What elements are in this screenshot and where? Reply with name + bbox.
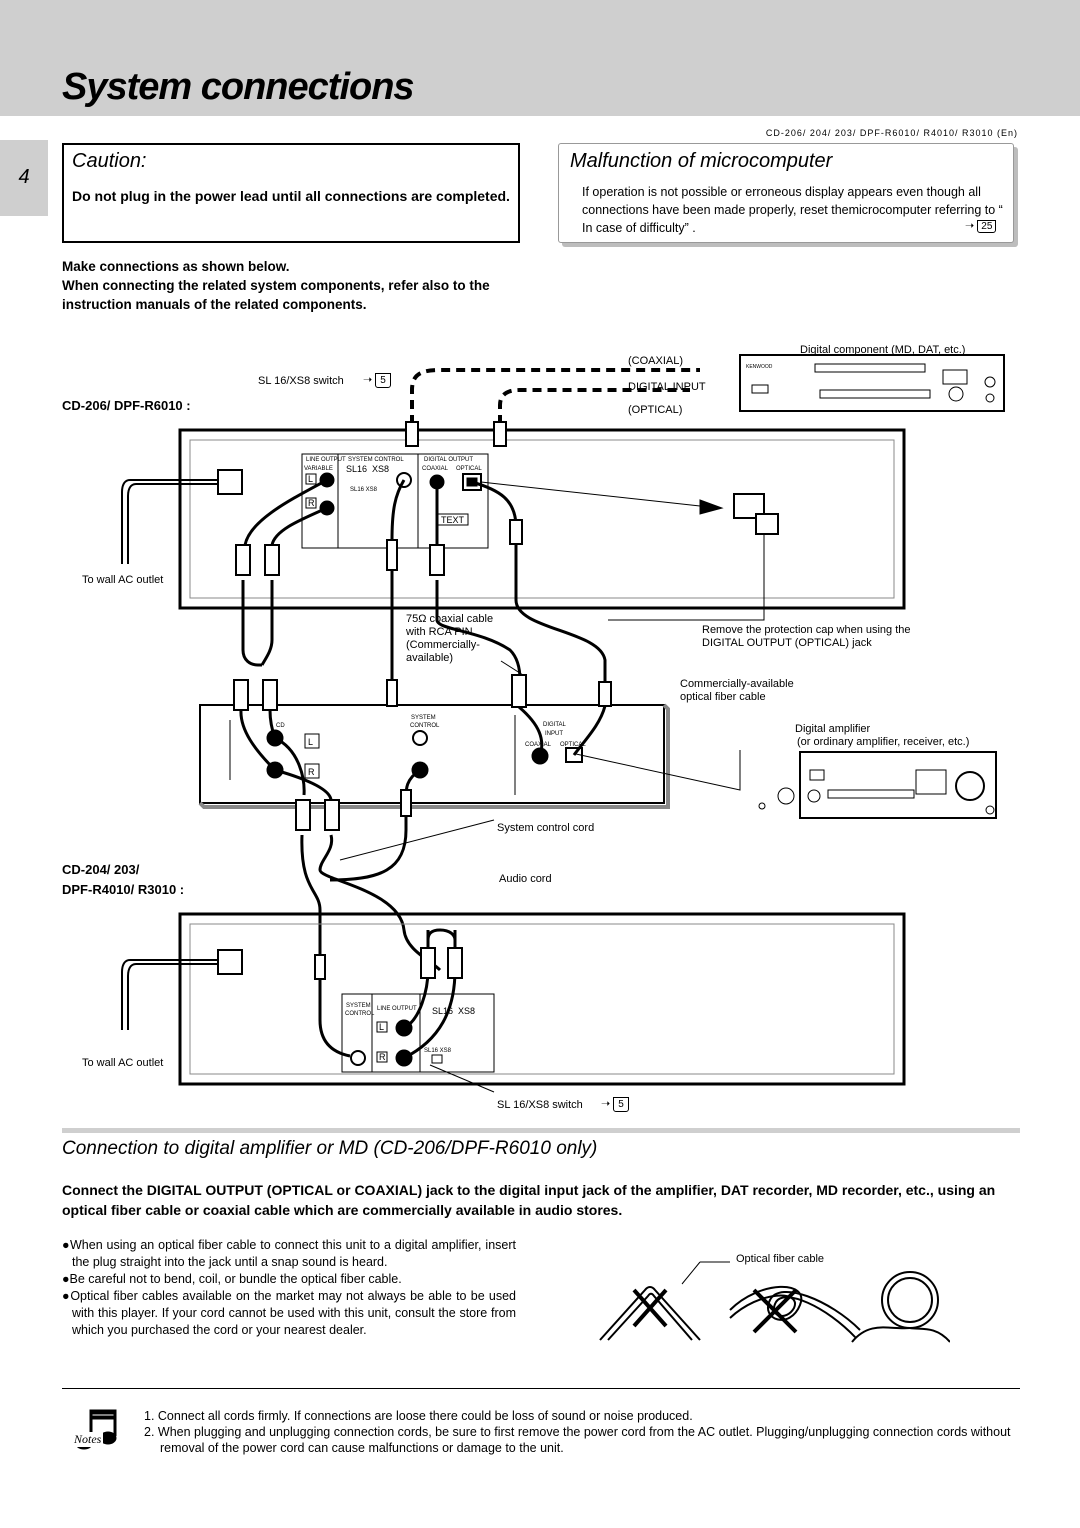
r-badge-bottom: R bbox=[379, 1052, 386, 1062]
connection-diagram bbox=[0, 330, 1080, 1120]
section-intro: Connect the DIGITAL OUTPUT (OPTICAL or COAXIAL) jack to the digital input jack of the amplifier, DAT recorder, MD recorder, etc., using an optical fiber cable or coaxial cable which are commercially available in audio stores. bbox=[62, 1182, 996, 1218]
correct-loop-icon bbox=[852, 1272, 950, 1342]
control-label: CONTROL bbox=[410, 723, 440, 729]
optical-cable-label-2: optical fiber cable bbox=[680, 691, 766, 703]
book-icon: 5 bbox=[375, 373, 391, 388]
system-control-cord-label: System control cord bbox=[497, 822, 595, 834]
section-divider bbox=[62, 1128, 1020, 1133]
book-icon: 25 bbox=[977, 220, 996, 233]
coax-cable-label-4: available) bbox=[406, 652, 454, 664]
coax-cable-label-2: with RCA PIN. bbox=[406, 626, 476, 638]
notes-list bbox=[144, 1408, 1024, 1456]
digital-label: DIGITAL bbox=[543, 722, 566, 728]
text-badge: TEXT bbox=[441, 515, 465, 525]
input-label: INPUT bbox=[545, 731, 563, 737]
bent-cable-icon bbox=[600, 1287, 700, 1340]
cd-label: CD bbox=[276, 723, 285, 729]
system-label: SYSTEM bbox=[411, 715, 436, 721]
note-item: 2. When plugging and unplugging connection cords, be sure to first remove the power cord from the AC outlet. Plugging/unplugging connection cords without removal of the power cord can cause malfunctions or damage to the unit. bbox=[144, 1425, 1011, 1455]
fiber-label: Optical fiber cable bbox=[736, 1253, 825, 1265]
l-badge-mid: L bbox=[308, 737, 314, 747]
page-title: System connections bbox=[62, 66, 414, 108]
digital-amp-label-2: (or ordinary amplifier, receiver, etc.) bbox=[797, 736, 970, 748]
variable-label: VARIABLE bbox=[304, 466, 333, 472]
sl16-label: SL16 bbox=[346, 464, 368, 474]
remove-cap-label-2: DIGITAL OUTPUT (OPTICAL) jack bbox=[702, 637, 872, 649]
digital-output-label: DIGITAL OUTPUT bbox=[424, 457, 474, 463]
audio-cord-label: Audio cord bbox=[499, 873, 552, 885]
optical-cable-label-1: Commercially-available bbox=[680, 678, 794, 690]
system-bottom-label: SYSTEM bbox=[346, 1003, 371, 1009]
wall-outlet-label-top: To wall AC outlet bbox=[82, 574, 164, 586]
line-output-bottom-label: LINE OUTPUT bbox=[377, 1006, 417, 1012]
model-label-top: CD-206/ DPF-R6010 : bbox=[62, 398, 191, 413]
wall-outlet-label-bottom: To wall AC outlet bbox=[82, 1057, 164, 1069]
fiber-handling-illustration bbox=[590, 1250, 950, 1360]
coaxial-mid-label: COAXIAL bbox=[525, 742, 552, 748]
l-badge-bottom: L bbox=[379, 1022, 385, 1032]
bullet-item: ●Be careful not to bend, coil, or bundle the optical fiber cable. bbox=[62, 1272, 402, 1286]
arrow-icon: ➝ bbox=[965, 220, 975, 232]
l-badge: L bbox=[308, 474, 314, 484]
instruction-line: When connecting the related system components, refer also to the instruction manuals of the related components. bbox=[62, 278, 490, 312]
malfunction-title: Malfunction of microcomputer bbox=[570, 150, 833, 172]
caution-text: Do not plug in the power lead until all connections are completed. bbox=[72, 188, 510, 204]
optical-label: (OPTICAL) bbox=[628, 404, 683, 416]
digital-component-label: Digital component (MD, DAT, etc.) bbox=[800, 344, 966, 356]
switch-label-bottom: SL 16/XS8 switch bbox=[497, 1099, 583, 1111]
xs8-label: XS8 bbox=[372, 464, 390, 474]
bullet-item: ●When using an optical fiber cable to connect this unit to a digital amplifier, insert the plug straight into the jack until a snap sound is heard. bbox=[62, 1238, 516, 1269]
remove-cap-label-1: Remove the protection cap when using the bbox=[702, 624, 911, 636]
caution-title: Caution: bbox=[72, 150, 147, 172]
digital-amp-label-1: Digital amplifier bbox=[795, 723, 871, 735]
brand-logo-text: KENWOOD bbox=[746, 364, 773, 370]
book-icon: 5 bbox=[613, 1097, 629, 1112]
notes-icon-label: Notes bbox=[74, 1432, 102, 1446]
malfunction-text: If operation is not possible or erroneous display appears even though all connections have been made properly, reset themicrocomputer referring to “ In case of difficulty” . bbox=[582, 185, 1003, 235]
coiled-cable-icon bbox=[730, 1287, 860, 1338]
switch-label-top: SL 16/XS8 switch bbox=[258, 375, 344, 387]
control-bottom-label: CONTROL bbox=[345, 1011, 375, 1017]
model-line: CD-206/ 204/ 203/ DPF-R6010/ R4010/ R3010 (En) bbox=[765, 128, 1018, 138]
section-title: Connection to digital amplifier or MD (CD-206/DPF-R6010 only) bbox=[62, 1138, 598, 1159]
bullet-list bbox=[62, 1237, 516, 1339]
coax-cable-label-3: (Commercially- bbox=[406, 639, 480, 651]
model-label-bottom-1: CD-204/ 203/ bbox=[62, 862, 140, 877]
page-number: 4 bbox=[18, 166, 30, 188]
optical-small-label: OPTICAL bbox=[456, 466, 482, 472]
bullet-item: ●Optical fiber cables available on the market may not always be able to be used with this player. If your cord cannot be used with this unit, consult the store from which you purchased the cord or your nearest dealer. bbox=[62, 1289, 516, 1337]
malfunction-page-ref bbox=[965, 219, 996, 233]
r-badge-mid: R bbox=[308, 767, 315, 777]
model-label-bottom-2: DPF-R4010/ R3010 : bbox=[62, 882, 185, 897]
notes-divider bbox=[62, 1388, 1020, 1389]
sl16-xs8-bottom-small: SL16 XS8 bbox=[424, 1048, 452, 1054]
coaxial-small-label: COAXIAL bbox=[422, 466, 449, 472]
digital-input-label: DIGITAL INPUT bbox=[628, 381, 706, 393]
r-badge: R bbox=[308, 498, 315, 508]
sl16-xs8-small: SL16 XS8 bbox=[350, 487, 378, 493]
system-control-label: SYSTEM CONTROL bbox=[348, 457, 404, 463]
optical-mid-label: OPTICAL bbox=[560, 742, 586, 748]
top-unit-panel bbox=[180, 430, 904, 608]
arrow-icon: ➝ bbox=[601, 1098, 611, 1110]
xs8-bottom-label: XS8 bbox=[458, 1006, 476, 1016]
instruction-line: Make connections as shown below. bbox=[62, 259, 290, 274]
coax-cable-label-1: 75Ω coaxial cable bbox=[406, 613, 494, 625]
note-item: 1. Connect all cords firmly. If connections are loose there could be loss of sound or noise produced. bbox=[144, 1409, 693, 1423]
sl16-bottom-label: SL16 bbox=[432, 1006, 454, 1016]
arrow-icon: ➝ bbox=[363, 374, 373, 386]
coaxial-label: (COAXIAL) bbox=[628, 355, 684, 367]
line-output-label: LINE OUTPUT bbox=[306, 457, 346, 463]
instructions bbox=[62, 257, 532, 314]
